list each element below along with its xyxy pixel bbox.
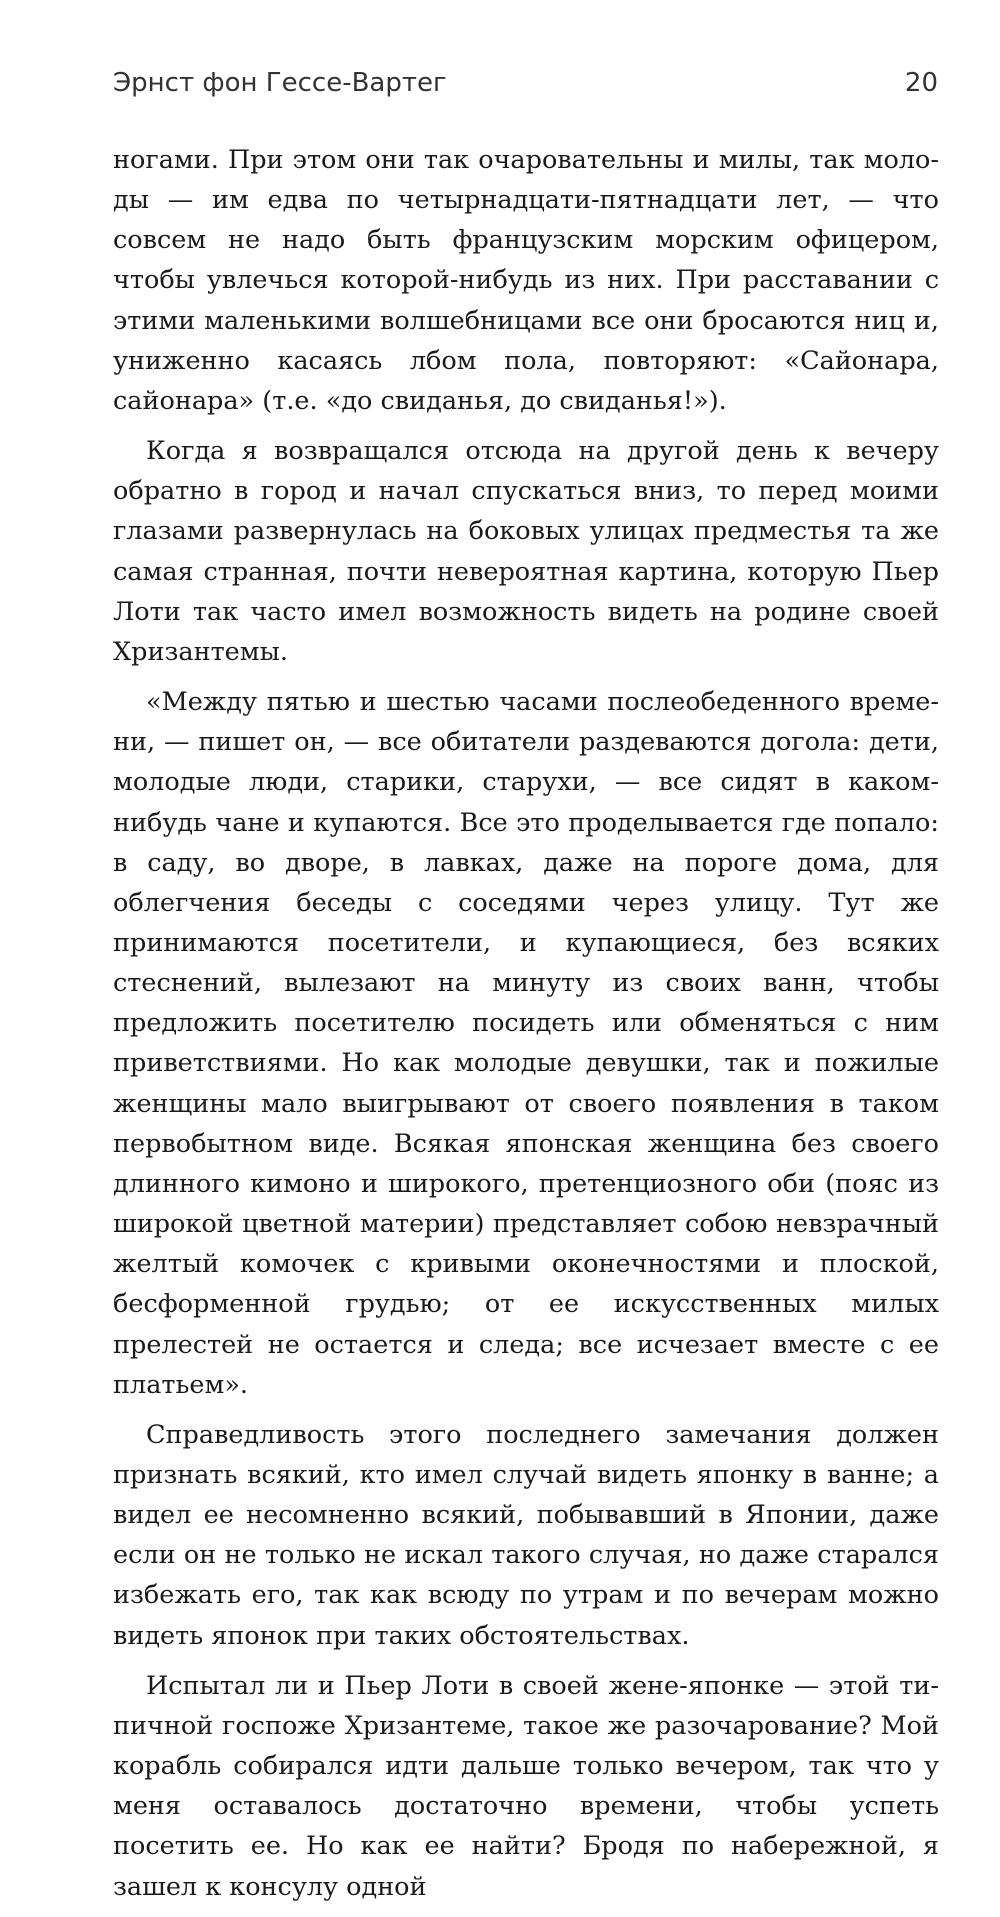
paragraph: ногами. При этом они так очаровательны и милы, так молоды — им едва по четырнадцати-пятнадцати лет, — что совсем не надо быть французским морским офицером, чтобы увлечься которой-нибудь из них. При расставании с этими маленькими волшебницами все они бросаются ниц и, униженно касаясь лбом пола, повторяют: «Сайонара, сайонара» (т.е. «до свиданья, до свиданья!»). <box>113 145 939 416</box>
paragraph: «Между пятью и шестью часами послеобеденного времени, — пишет он, — все обитатели раздеваются догола: дети, молодые люди, старики, старухи, — все сидят в каком-нибудь чане и купаются. Все это проделывается где попало: в саду, во дворе, в лавках, даже на пороге дома, для облегчения беседы с соседями через улицу. Тут же принимаются посетители, и купающиеся, без всяких стеснений, вылезают на минуту из своих ванн, чтобы предложить посетителю посидеть или обменяться с ним приветствиями. Но как молодые девушки, так и пожилые женщины мало выигрывают от своего появления в таком первобытном виде. Всякая японская женщина без своего длинного кимоно и широкого, претенциозного оби (пояс из широкой цветной материи) представляет собою невзрачный желтый комочек с кривыми оконечностями и плоской, бесформенной грудью; от ее искусственных милых прелестей не остается и следа; все исчезает вместе с ее платьем». <box>113 687 939 1400</box>
running-header <box>113 58 938 108</box>
paragraph: Справедливость этого последнего замечания должен признать всякий, кто имел случай видеть японку в ванне; а видел ее несомненно всякий, побывавший в Японии, даже если он не только не искал такого случая, но даже старался избежать его, так как всюду по утрам и по вечерам можно видеть японок при таких обстоятельствах. <box>113 1419 939 1651</box>
page-number: 20 <box>904 68 938 98</box>
author-name: Эрнст фон Гессе-Вартег <box>113 68 447 98</box>
paragraph: Испытал ли и Пьер Лоти в своей жене-японке — этой типичной госпоже Хризантеме, такое же разочарование? Мой корабль собирался идти дальше только вечером, так что у меня оставалось достаточно времени, чтобы успеть посетить ее. Но как ее найти? Бродя по набережной, я зашел к консулу одной <box>113 1670 939 1902</box>
body-text <box>113 140 939 1917</box>
paragraph: Когда я возвращался отсюда на другой день к вечеру обратно в город и начал спускаться вниз, то перед моими глазами развернулась на боковых улицах предместья та же самая странная, почти невероятная картина, которую Пьер Лоти так часто имел возможность видеть на родине своей Хризантемы. <box>113 436 939 667</box>
